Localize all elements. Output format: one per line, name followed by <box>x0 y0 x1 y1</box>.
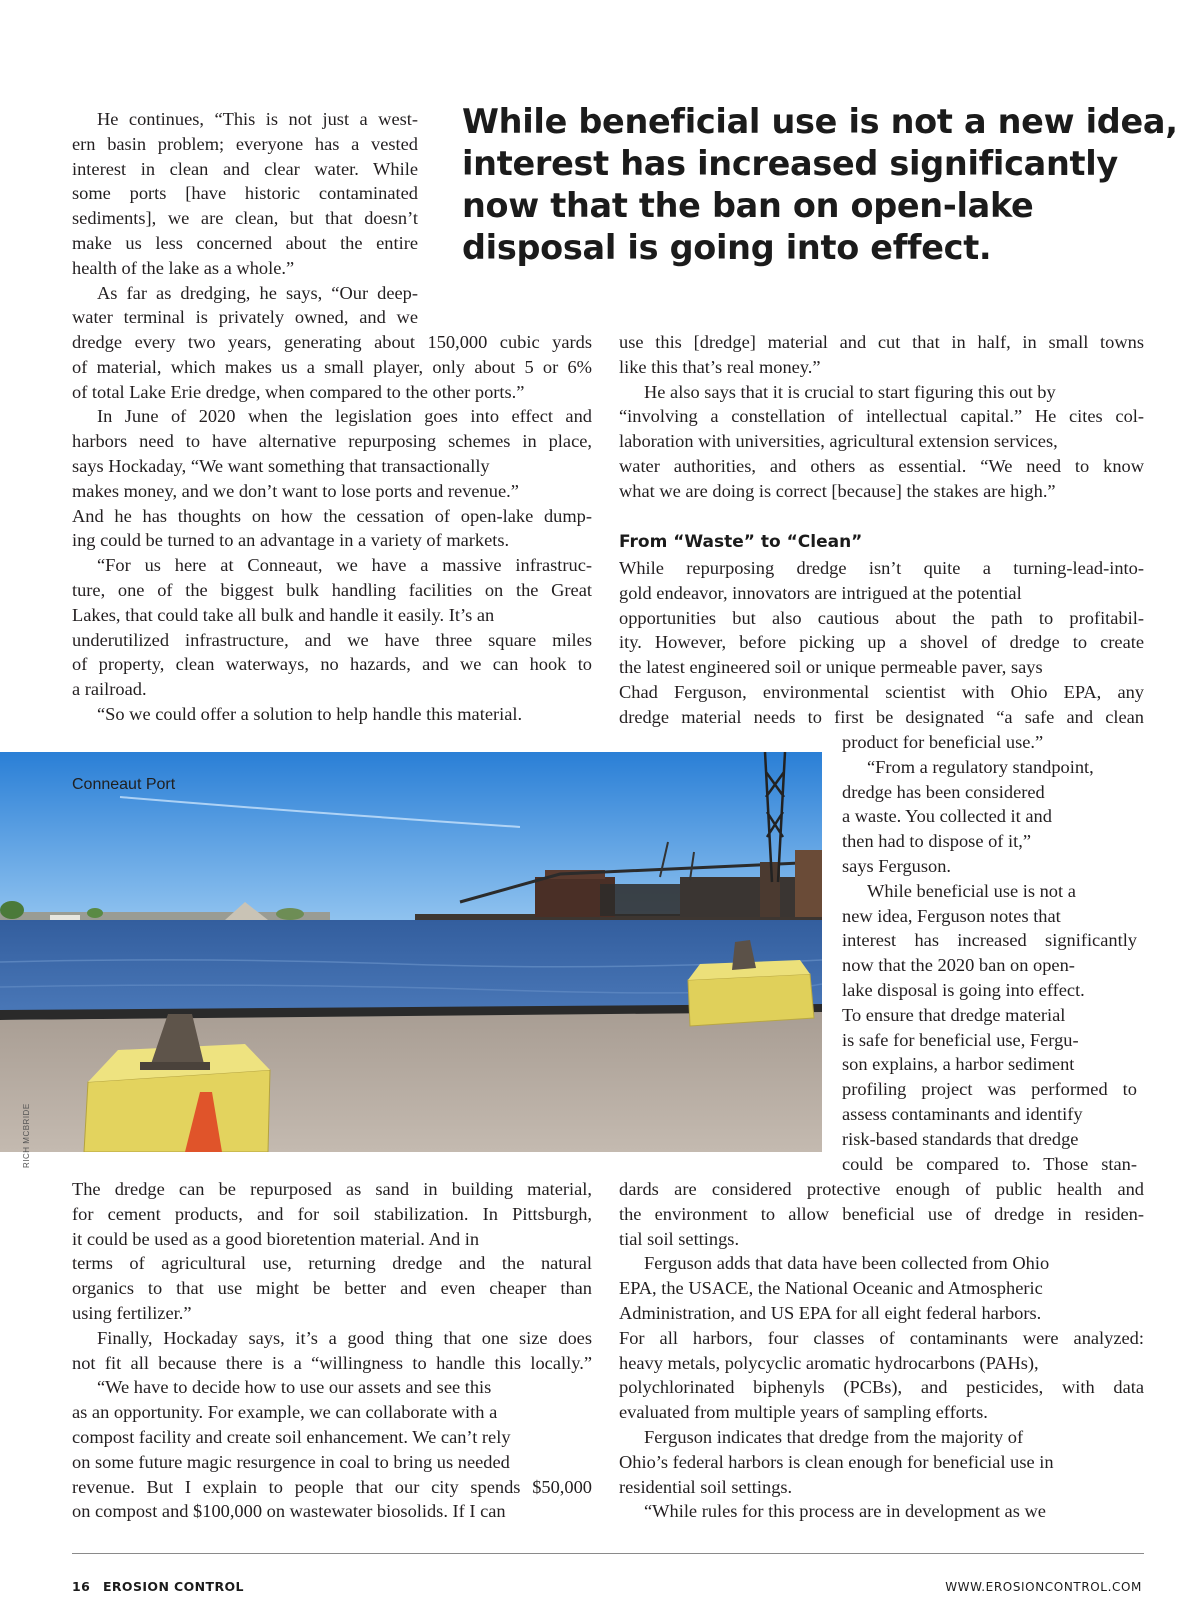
text-line: says Hockaday, “We want something that transactionally <box>72 455 490 476</box>
text-line: dredge every two years, generating about 150,000 cubic yards <box>72 332 592 352</box>
text-line: interest has increased significantly <box>842 930 1137 951</box>
text-line: revenue. But I explain to people that our city spends $50,000 <box>72 1476 592 1497</box>
text-line: “So we could offer a solution to help handle this material. <box>97 703 523 724</box>
text-line: it could be used as a good bioretention material. And in <box>72 1228 480 1249</box>
text-line: underutilized infrastructure, and we have three square miles <box>72 629 592 650</box>
text-line: opportunities but also cautious about the path to profitabil- <box>619 607 1144 628</box>
text-line: Lakes, that could take all bulk and handle it easily. It’s an <box>72 604 495 625</box>
right-column-top <box>619 330 1144 504</box>
text-line: water terminal is privately owned, and we <box>72 307 418 328</box>
pull-quote-line: now that the ban on open-lake <box>462 186 1034 225</box>
text-line: And he has thoughts on how the cessation of open-lake dump- <box>72 505 592 526</box>
text-line: compost facility and create soil enhancement. We can’t rely <box>72 1426 511 1447</box>
text-line: what we are doing is correct [because] the stakes are high.” <box>619 480 1056 501</box>
text-line: harbors need to have alternative repurposing schemes in place, <box>72 431 592 452</box>
pull-quote <box>462 101 1178 269</box>
text-line: ity. However, before picking up a shovel of dredge to create <box>619 632 1144 653</box>
text-line: While repurposing dredge isn’t quite a turning-lead-into- <box>619 558 1144 578</box>
footer-page-info <box>72 1579 244 1594</box>
text-line: make us less concerned about the entire <box>72 232 418 253</box>
photo-credit: RICH MCBRIDE <box>22 1103 31 1168</box>
pull-quote-line: While beneficial use is not a new idea, <box>462 102 1178 141</box>
text-line: like this that’s real money.” <box>619 356 821 377</box>
pull-quote-line: disposal is going into effect. <box>462 228 992 267</box>
text-line: To ensure that dredge material <box>842 1004 1066 1025</box>
text-line: The dredge can be repurposed as sand in building material, <box>72 1179 592 1199</box>
text-line: “involving a constellation of intellectual capital.” He cites col- <box>619 406 1144 427</box>
text-line: water authorities, and others as essential. “We need to know <box>619 455 1144 476</box>
text-line: on compost and $100,000 on wastewater biosolids. If I can <box>72 1501 506 1522</box>
text-line: not fit all because there is a “willingness to handle this locally.” <box>72 1352 592 1373</box>
text-line: organics to that use might be better and even cheaper than <box>72 1278 592 1299</box>
text-line: Ferguson adds that data have been collected from Ohio <box>644 1253 1050 1274</box>
text-line: use this [dredge] material and cut that in half, in small towns <box>619 332 1144 352</box>
left-column-bottom <box>72 1177 592 1524</box>
text-line: son explains, a harbor sediment <box>842 1054 1075 1075</box>
text-line: Chad Ferguson, environmental scientist with Ohio EPA, any <box>619 681 1144 702</box>
text-line: residential soil settings. <box>619 1476 793 1497</box>
left-column-top-wide <box>72 330 592 727</box>
text-line: dredge material needs to first be designated “a safe and clean <box>619 706 1144 727</box>
text-line: interest in clean and clear water. While <box>72 158 418 179</box>
text-line: a railroad. <box>72 679 147 700</box>
pull-quote-line: interest has increased significantly <box>462 144 1118 183</box>
text-line: as an opportunity. For example, we can collaborate with a <box>72 1402 498 1423</box>
right-column-narrow <box>842 730 1137 1176</box>
text-line: “While rules for this process are in development as we <box>644 1501 1046 1522</box>
text-line: of material, which makes us a small player, only about 5 or 6% <box>72 356 592 377</box>
text-line: “We have to decide how to use our assets and see this <box>97 1377 492 1398</box>
text-line: risk-based standards that dredge <box>842 1128 1079 1149</box>
text-line: on some future magic resurgence in coal to bring us needed <box>72 1451 510 1472</box>
text-line: heavy metals, polycyclic aromatic hydrocarbons (PAHs), <box>619 1352 1039 1373</box>
text-line: Ohio’s federal harbors is clean enough for beneficial use in <box>619 1451 1054 1472</box>
text-line: then had to dispose of it,” <box>842 831 1031 852</box>
text-line: tial soil settings. <box>619 1228 740 1249</box>
text-line: sediments], we are clean, but that doesn’t <box>72 208 418 229</box>
text-line: ture, one of the biggest bulk handling facilities on the Great <box>72 579 592 600</box>
text-line: In June of 2020 when the legislation goes into effect and <box>97 406 592 427</box>
text-line: product for beneficial use.” <box>842 732 1044 752</box>
text-line: Ferguson indicates that dredge from the majority of <box>644 1426 1024 1447</box>
footer-divider <box>72 1553 1144 1554</box>
text-line: using fertilizer.” <box>72 1302 192 1323</box>
text-line: makes money, and we don’t want to lose ports and revenue.” <box>72 480 519 501</box>
text-line: EPA, the USACE, the National Oceanic and Atmospheric <box>619 1278 1043 1299</box>
text-line: polychlorinated biphenyls (PCBs), and pesticides, with data <box>619 1377 1144 1398</box>
text-line: of property, clean waterways, no hazards, and we can hook to <box>72 654 592 675</box>
right-column-bottom <box>619 1177 1144 1524</box>
text-line: laboration with universities, agricultural extension services, <box>619 431 1058 452</box>
text-line: now that the 2020 ban on open- <box>842 955 1075 976</box>
text-line: As far as dredging, he says, “Our deep- <box>97 282 418 303</box>
text-line: is safe for beneficial use, Fergu- <box>842 1029 1079 1050</box>
text-line: “From a regulatory standpoint, <box>867 756 1094 777</box>
website-link[interactable]: WWW.EROSIONCONTROL.COM <box>945 1580 1142 1594</box>
photo-caption: Conneaut Port <box>72 776 176 793</box>
conneaut-port-photo <box>0 752 822 1152</box>
text-line: says Ferguson. <box>842 855 951 876</box>
text-line: health of the lake as a whole.” <box>72 257 295 278</box>
text-line: evaluated from multiple years of sampling efforts. <box>619 1402 988 1423</box>
text-line: He continues, “This is not just a west- <box>97 109 418 129</box>
text-line: the environment to allow beneficial use of dredge in residen- <box>619 1203 1144 1224</box>
text-line: Administration, and US EPA for all eight federal harbors. <box>619 1302 1042 1323</box>
publication-name: EROSION CONTROL <box>102 1579 244 1594</box>
text-line: of total Lake Erie dredge, when compared to the other ports.” <box>72 381 525 402</box>
page-number: 16 <box>72 1579 91 1594</box>
text-line: terms of agricultural use, returning dredge and the natural <box>72 1253 592 1274</box>
left-column-top-narrow <box>72 107 418 330</box>
text-line: ing could be turned to an advantage in a variety of markets. <box>72 530 510 551</box>
text-line: assess contaminants and identify <box>842 1103 1083 1124</box>
right-column-after-subhead <box>619 556 1144 730</box>
text-line: While beneficial use is not a <box>867 880 1076 901</box>
text-line: For all harbors, four classes of contaminants were analyzed: <box>619 1327 1144 1348</box>
text-line: lake disposal is going into effect. <box>842 979 1085 1000</box>
text-line: “For us here at Conneaut, we have a massive infrastruc- <box>97 555 592 576</box>
text-line: the latest engineered soil or unique permeable paver, says <box>619 657 1043 678</box>
text-line: a waste. You collected it and <box>842 806 1052 827</box>
text-line: profiling project was performed to <box>842 1079 1137 1100</box>
text-line: some ports [have historic contaminated <box>72 183 418 204</box>
text-line: ern basin problem; everyone has a vested <box>72 133 418 154</box>
text-line: new idea, Ferguson notes that <box>842 905 1061 926</box>
text-line: dards are considered protective enough of public health and <box>619 1179 1144 1199</box>
section-subhead: From “Waste” to “Clean” <box>619 532 863 552</box>
text-line: Finally, Hockaday says, it’s a good thing that one size does <box>97 1327 592 1348</box>
text-line: gold endeavor, innovators are intrigued at the potential <box>619 582 1022 603</box>
text-line: He also says that it is crucial to start figuring this out by <box>644 381 1056 402</box>
text-line: could be compared to. Those stan- <box>842 1153 1137 1174</box>
text-line: for cement products, and for soil stabilization. In Pittsburgh, <box>72 1203 592 1224</box>
text-line: dredge has been considered <box>842 781 1045 802</box>
